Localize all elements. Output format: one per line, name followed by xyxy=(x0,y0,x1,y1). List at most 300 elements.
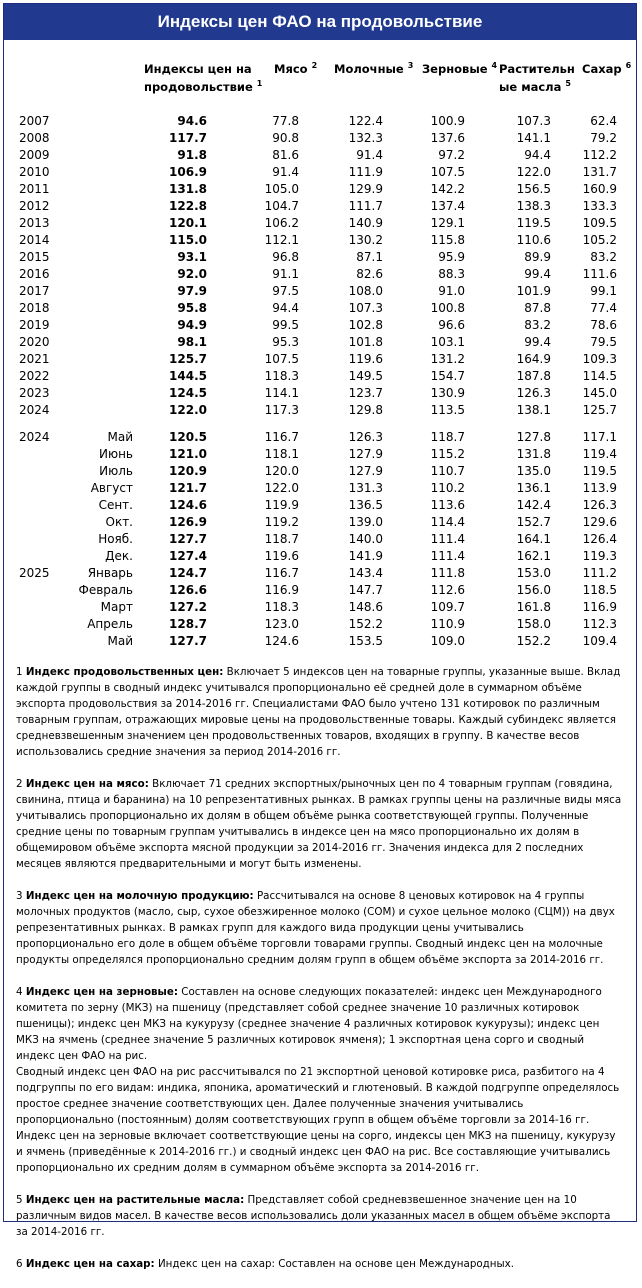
food-value: 127.7 xyxy=(169,532,207,546)
table-row xyxy=(16,249,620,266)
cereals-value: 109.0 xyxy=(430,634,465,648)
cereals-value: 96.6 xyxy=(438,318,465,332)
footnote-6 xyxy=(16,1256,624,1272)
oils-value: 138.3 xyxy=(516,199,551,213)
oils-value: 164.1 xyxy=(516,532,551,546)
meat-value: 116.7 xyxy=(264,566,299,580)
oils-value: 89.9 xyxy=(524,250,551,264)
footnote-paragraph xyxy=(16,888,624,968)
year-cell: 2010 xyxy=(19,165,50,179)
sugar-value: 119.4 xyxy=(582,447,617,461)
month-cell: Июнь xyxy=(99,447,133,461)
food-value: 122.0 xyxy=(169,403,207,417)
cereals-value: 131.2 xyxy=(430,352,465,366)
footnote-label: Индекс цен на молочную продукцию: xyxy=(25,890,254,902)
oils-value: 94.4 xyxy=(524,148,551,162)
cereals-value: 109.7 xyxy=(430,600,465,614)
food-value: 121.7 xyxy=(169,481,207,495)
cereals-value: 111.4 xyxy=(430,532,465,546)
header-meat: Мясо $^2$ xyxy=(274,61,318,76)
year-cell: 2019 xyxy=(19,318,50,332)
sugar-value: 131.7 xyxy=(582,165,617,179)
cereals-value: 110.9 xyxy=(430,617,465,631)
oils-value: 141.1 xyxy=(516,131,551,145)
sugar-value: 111.2 xyxy=(582,566,617,580)
food-value: 126.9 xyxy=(169,515,207,529)
month-cell: Нояб. xyxy=(98,532,133,546)
year-cell: 2021 xyxy=(19,352,50,366)
food-value: 121.0 xyxy=(169,447,207,461)
food-value: 131.8 xyxy=(169,182,207,196)
meat-value: 81.6 xyxy=(272,148,299,162)
dairy-value: 131.3 xyxy=(348,481,383,495)
table-row xyxy=(16,147,620,164)
meat-value: 94.4 xyxy=(272,301,299,315)
footnote-paragraph xyxy=(16,664,624,760)
sugar-value: 113.9 xyxy=(582,481,617,495)
sugar-value: 116.9 xyxy=(582,600,617,614)
table-row xyxy=(16,633,620,650)
dairy-value: 147.7 xyxy=(348,583,383,597)
table-row xyxy=(16,130,620,147)
dairy-value: 127.9 xyxy=(348,464,383,478)
year-cell: 2009 xyxy=(19,148,50,162)
header-cereals: Зерновые $^4$ xyxy=(422,61,498,76)
table-row xyxy=(16,497,620,514)
food-value: 93.1 xyxy=(177,250,207,264)
footnote-label: Индекс цен на мясо: xyxy=(25,778,149,790)
dairy-value: 108.0 xyxy=(348,284,383,298)
table-row xyxy=(16,215,620,232)
table-row xyxy=(16,599,620,616)
month-cell: Июль xyxy=(99,464,133,478)
cereals-value: 115.8 xyxy=(430,233,465,247)
oils-value: 99.4 xyxy=(524,267,551,281)
footnote-4 xyxy=(16,984,624,1176)
food-value: 94.9 xyxy=(177,318,207,332)
footnote-number: 2 xyxy=(16,778,23,790)
food-value: 128.7 xyxy=(169,617,207,631)
table-row xyxy=(16,351,620,368)
cereals-value: 114.4 xyxy=(430,515,465,529)
meat-value: 95.3 xyxy=(272,335,299,349)
table-row xyxy=(16,463,620,480)
year-cell: 2011 xyxy=(19,182,50,196)
sugar-value: 62.4 xyxy=(590,114,617,128)
food-value: 115.0 xyxy=(169,233,207,247)
footnote-text: Включает 71 средних экспортных/рыночных цен по 4 товарным группам (говядина, свинина, птица и баранина) на 10 репрезентативных рынках. В рамках группы цены на различные виды мяса учитывались пропорционально их долям в общем объёме рынка соответствующей группы. Полученные средние цены по товарным группам учитывались в индексе цен на мясо пропорционально их долям в общемировом объёме экспорта мясной продукции за 2014-2016 гг. Значения индекса для 2 последних месяцев являются предварительными и могут быть изменены. xyxy=(16,778,622,870)
footnote-2 xyxy=(16,776,624,872)
table-row xyxy=(16,113,620,130)
sugar-value: 133.3 xyxy=(582,199,617,213)
year-cell: 2013 xyxy=(19,216,50,230)
table-row xyxy=(16,164,620,181)
food-value: 91.8 xyxy=(177,148,207,162)
dairy-value: 107.3 xyxy=(348,301,383,315)
meat-value: 112.1 xyxy=(264,233,299,247)
meat-value: 116.7 xyxy=(264,430,299,444)
cereals-value: 95.9 xyxy=(438,250,465,264)
food-value: 95.8 xyxy=(177,301,207,315)
food-value: 106.9 xyxy=(169,165,207,179)
year-cell xyxy=(16,497,66,514)
meat-value: 116.9 xyxy=(264,583,299,597)
food-value: 120.9 xyxy=(169,464,207,478)
dairy-value: 111.9 xyxy=(348,165,383,179)
meat-value: 119.6 xyxy=(264,549,299,563)
dairy-value: 140.9 xyxy=(348,216,383,230)
year-cell: 2025 xyxy=(19,566,50,580)
oils-value: 142.4 xyxy=(516,498,551,512)
month-cell: Май xyxy=(107,430,133,444)
sugar-value: 119.3 xyxy=(582,549,617,563)
table-row xyxy=(16,531,620,548)
cereals-value: 113.6 xyxy=(430,498,465,512)
month-cell xyxy=(66,334,136,351)
footnote-text: Индекс цен на зерновые включает соответствующие цены на сорго, индексы цен МКЗ на пшеницу, кукурузу и ячмень (приведённые к 2014-2016 гг.) и сводный индекс цен ФАО на рис. Все составляющие учитывались пропорционально их средним долям в суммарном объёме экспорта за 2014-2016 гг. xyxy=(16,1130,616,1174)
oils-value: 153.0 xyxy=(516,566,551,580)
footnote-1 xyxy=(16,664,624,760)
oils-value: 161.8 xyxy=(516,600,551,614)
year-cell: 2024 xyxy=(19,430,50,444)
cereals-value: 97.2 xyxy=(438,148,465,162)
year-cell xyxy=(16,582,66,599)
meat-value: 118.7 xyxy=(264,532,299,546)
cereals-value: 91.0 xyxy=(438,284,465,298)
footnote-paragraph xyxy=(16,1256,624,1272)
month-cell: Август xyxy=(90,481,133,495)
month-cell xyxy=(66,232,136,249)
sugar-value: 109.5 xyxy=(582,216,617,230)
food-value: 97.9 xyxy=(177,284,207,298)
sugar-value: 109.3 xyxy=(582,352,617,366)
dairy-value: 149.5 xyxy=(348,369,383,383)
oils-value: 152.2 xyxy=(516,634,551,648)
month-cell xyxy=(66,249,136,266)
month-cell xyxy=(66,147,136,164)
table-row xyxy=(16,514,620,531)
month-cell xyxy=(66,198,136,215)
footnote-label: Индекс продовольственных цен: xyxy=(25,666,224,678)
oils-value: 152.7 xyxy=(516,515,551,529)
food-value: 125.7 xyxy=(169,352,207,366)
table-row xyxy=(16,616,620,633)
cereals-value: 88.3 xyxy=(438,267,465,281)
oils-value: 127.8 xyxy=(516,430,551,444)
table-row xyxy=(16,480,620,497)
table-row xyxy=(16,368,620,385)
dairy-value: 111.7 xyxy=(348,199,383,213)
meat-value: 97.5 xyxy=(272,284,299,298)
meat-value: 106.2 xyxy=(264,216,299,230)
food-value: 127.2 xyxy=(169,600,207,614)
sugar-value: 79.2 xyxy=(590,131,617,145)
sugar-value: 109.4 xyxy=(582,634,617,648)
dairy-value: 143.4 xyxy=(348,566,383,580)
month-cell: Февраль xyxy=(78,583,133,597)
meat-value: 96.8 xyxy=(272,250,299,264)
meat-value: 104.7 xyxy=(264,199,299,213)
sugar-value: 111.6 xyxy=(582,267,617,281)
footnote-number: 5 xyxy=(16,1194,23,1206)
month-cell: Сент. xyxy=(98,498,133,512)
footnote-text: Представляет собой средневзвешенное значение цен на 10 различным видов масел. В качестве весов использовались доли указанных масел в общем объёме экспорта за 2014-2016 гг. xyxy=(16,1194,611,1238)
cereals-value: 110.7 xyxy=(430,464,465,478)
meat-value: 91.1 xyxy=(272,267,299,281)
year-cell: 2012 xyxy=(19,199,50,213)
cereals-value: 111.4 xyxy=(430,549,465,563)
table-row xyxy=(16,446,620,463)
annual-table xyxy=(16,113,620,419)
cereals-value: 100.9 xyxy=(430,114,465,128)
cereals-value: 142.2 xyxy=(430,182,465,196)
month-cell: Окт. xyxy=(105,515,133,529)
meat-value: 118.3 xyxy=(264,600,299,614)
month-cell xyxy=(66,113,136,130)
oils-value: 122.0 xyxy=(516,165,551,179)
table-row xyxy=(16,317,620,334)
food-value: 122.8 xyxy=(169,199,207,213)
year-cell xyxy=(16,480,66,497)
dairy-value: 140.0 xyxy=(348,532,383,546)
footnote-paragraph xyxy=(16,776,624,872)
month-cell xyxy=(66,130,136,147)
food-value: 144.5 xyxy=(169,369,207,383)
cereals-value: 154.7 xyxy=(430,369,465,383)
food-value: 92.0 xyxy=(177,267,207,281)
year-cell: 2023 xyxy=(19,386,50,400)
food-value: 120.5 xyxy=(169,430,207,444)
oils-value: 136.1 xyxy=(516,481,551,495)
sugar-value: 112.2 xyxy=(582,148,617,162)
sugar-value: 99.1 xyxy=(590,284,617,298)
dairy-value: 139.0 xyxy=(348,515,383,529)
month-cell xyxy=(66,283,136,300)
dairy-value: 152.2 xyxy=(348,617,383,631)
dairy-value: 136.5 xyxy=(348,498,383,512)
table-row xyxy=(16,582,620,599)
header-sugar: Сахар $^6$ xyxy=(582,61,632,76)
meat-value: 119.2 xyxy=(264,515,299,529)
monthly-table xyxy=(16,429,620,650)
table-row xyxy=(16,198,620,215)
dairy-value: 123.7 xyxy=(348,386,383,400)
year-cell xyxy=(16,463,66,480)
month-cell xyxy=(66,266,136,283)
table-row xyxy=(16,300,620,317)
dairy-value: 91.4 xyxy=(356,148,383,162)
oils-value: 99.4 xyxy=(524,335,551,349)
oils-value: 158.0 xyxy=(516,617,551,631)
oils-value: 131.8 xyxy=(516,447,551,461)
header-dairy: Молочные $^3$ xyxy=(334,61,414,76)
footnote-3 xyxy=(16,888,624,968)
sugar-value: 119.5 xyxy=(582,464,617,478)
meat-value: 120.0 xyxy=(264,464,299,478)
cereals-value: 137.4 xyxy=(430,199,465,213)
meat-value: 99.5 xyxy=(272,318,299,332)
table-row xyxy=(16,181,620,198)
year-cell xyxy=(16,446,66,463)
oils-value: 187.8 xyxy=(516,369,551,383)
sugar-value: 118.5 xyxy=(582,583,617,597)
dairy-value: 129.8 xyxy=(348,403,383,417)
sugar-value: 129.6 xyxy=(582,515,617,529)
month-cell xyxy=(66,215,136,232)
year-cell xyxy=(16,599,66,616)
table-row xyxy=(16,334,620,351)
oils-value: 119.5 xyxy=(516,216,551,230)
year-cell: 2015 xyxy=(19,250,50,264)
oils-value: 138.1 xyxy=(516,403,551,417)
cereals-value: 111.8 xyxy=(430,566,465,580)
footnote-number: 3 xyxy=(16,890,23,902)
dairy-value: 87.1 xyxy=(356,250,383,264)
header-food-index: Индексы цен на продовольствие $^1$ xyxy=(144,62,263,94)
footnote-label: Индекс цен на растительные масла: xyxy=(25,1194,245,1206)
oils-value: 87.8 xyxy=(524,301,551,315)
meat-value: 107.5 xyxy=(264,352,299,366)
sugar-value: 77.4 xyxy=(590,301,617,315)
sugar-value: 112.3 xyxy=(582,617,617,631)
month-cell xyxy=(66,368,136,385)
footnote-number: 6 xyxy=(16,1258,23,1270)
cereals-value: 118.7 xyxy=(430,430,465,444)
footnote-text: Индекс цен на сахар: Составлен на основе цен Международных. xyxy=(157,1258,515,1270)
meat-value: 123.0 xyxy=(264,617,299,631)
table-row xyxy=(16,283,620,300)
sugar-value: 125.7 xyxy=(582,403,617,417)
cereals-value: 110.2 xyxy=(430,481,465,495)
dairy-value: 141.9 xyxy=(348,549,383,563)
cereals-value: 129.1 xyxy=(430,216,465,230)
dairy-value: 148.6 xyxy=(348,600,383,614)
dairy-value: 129.9 xyxy=(348,182,383,196)
table-row xyxy=(16,385,620,402)
year-cell xyxy=(16,514,66,531)
cereals-value: 113.5 xyxy=(430,403,465,417)
sugar-value: 79.5 xyxy=(590,335,617,349)
year-cell: 2014 xyxy=(19,233,50,247)
sugar-value: 160.9 xyxy=(582,182,617,196)
month-cell xyxy=(66,181,136,198)
year-cell: 2020 xyxy=(19,335,50,349)
cereals-value: 137.6 xyxy=(430,131,465,145)
sugar-value: 145.0 xyxy=(582,386,617,400)
sugar-value: 105.2 xyxy=(582,233,617,247)
meat-value: 118.1 xyxy=(264,447,299,461)
footnote-text: Включает 5 индексов цен на товарные группы, указанные выше. Вклад каждой группы в сводный индекс учитывался пропорционально её средней доле в суммарном объёме экспорта продовольствия за 2014-2016 гг. Специалистами ФАО было учтено 131 котировок по различным товарным группам, отражающих мировые цены на продовольственные товары. Каждый субиндекс является средневзвешенным значением цен продовольственных товаров, входящих в группу. В качестве весов использовались средние значения за период 2014-2016 гг. xyxy=(16,666,621,758)
meat-value: 119.9 xyxy=(264,498,299,512)
food-value: 124.6 xyxy=(169,498,207,512)
month-cell xyxy=(66,300,136,317)
dairy-value: 126.3 xyxy=(348,430,383,444)
cereals-value: 112.6 xyxy=(430,583,465,597)
oils-value: 110.6 xyxy=(516,233,551,247)
table-row xyxy=(16,429,620,446)
month-cell xyxy=(66,385,136,402)
oils-value: 126.3 xyxy=(516,386,551,400)
page-title: Индексы цен ФАО на продовольствие xyxy=(4,4,636,40)
footnote-paragraph xyxy=(16,1064,624,1128)
sugar-value: 78.6 xyxy=(590,318,617,332)
food-value: 127.4 xyxy=(169,549,207,563)
food-value: 120.1 xyxy=(169,216,207,230)
year-cell: 2022 xyxy=(19,369,50,383)
dairy-value: 119.6 xyxy=(348,352,383,366)
year-cell: 2017 xyxy=(19,284,50,298)
meat-value: 91.4 xyxy=(272,165,299,179)
dairy-value: 82.6 xyxy=(356,267,383,281)
meat-value: 117.3 xyxy=(264,403,299,417)
cereals-value: 115.2 xyxy=(430,447,465,461)
sugar-value: 126.4 xyxy=(582,532,617,546)
footnote-text: Составлен на основе следующих показателей: индекс цен Международного комитета по зерну (МКЗ) на пшеницу (представляет собой среднее значение 10 различных котировок пшеницы); индекс цен МКЗ на кукурузу (среднее значение 4 различных котировок кукурузы); индекс цен МКЗ на ячмень (среднее значение 5 различных котировок ячменя); 1 экспортная цена сорго и сводный индекс цен ФАО на рис. xyxy=(16,986,602,1062)
cereals-value: 100.8 xyxy=(430,301,465,315)
oils-value: 135.0 xyxy=(516,464,551,478)
month-cell xyxy=(66,402,136,419)
year-cell: 2018 xyxy=(19,301,50,315)
month-cell xyxy=(66,317,136,334)
footnote-paragraph xyxy=(16,1128,624,1176)
sugar-value: 83.2 xyxy=(590,250,617,264)
meat-value: 105.0 xyxy=(264,182,299,196)
meat-value: 122.0 xyxy=(264,481,299,495)
dairy-value: 102.8 xyxy=(348,318,383,332)
header-oils: Растительн ые масла $^5$ xyxy=(499,62,575,94)
dairy-value: 101.8 xyxy=(348,335,383,349)
food-value: 98.1 xyxy=(177,335,207,349)
table-row xyxy=(16,402,620,419)
oils-value: 101.9 xyxy=(516,284,551,298)
year-cell xyxy=(16,531,66,548)
year-cell: 2024 xyxy=(19,403,50,417)
year-cell xyxy=(16,548,66,565)
food-value: 117.7 xyxy=(169,131,207,145)
sugar-value: 117.1 xyxy=(582,430,617,444)
dairy-value: 132.3 xyxy=(348,131,383,145)
month-cell: Май xyxy=(107,634,133,648)
footnotes xyxy=(16,664,624,1288)
oils-value: 107.3 xyxy=(516,114,551,128)
meat-value: 118.3 xyxy=(264,369,299,383)
cereals-value: 130.9 xyxy=(430,386,465,400)
footnote-text: Сводный индекс цен ФАО на рис рассчитывался по 21 экспортной ценовой котировке риса, разбитого на 4 подгруппы по его видам: индика, японика, ароматический и глютеновый. В каждой подгруппе определялось простое среднее значение соответствующих цен. Далее полученные значения учитывались пропорционально (постоянным) долям соответствующих групп в общем объёме торговли за 2014-16 гг. xyxy=(16,1066,620,1126)
dairy-value: 153.5 xyxy=(348,634,383,648)
footnote-text: Рассчитывался на основе 8 ценовых котировок на 4 группы молочных продуктов (масло, сыр, сухое обезжиренное молоко (СОМ) и сухое цельное молоко (СЦМ)) на двух репрезентативных рынках. В рамках групп для каждого вида продукции цены учитывались пропорционально его доле в общем объёме торговли товарами группы. Сводный индекс цен на молочные продукты определялся пропорционально средним долям групп в общем объёме экспорта за 2014-2016 гг. xyxy=(16,890,615,966)
footnote-number: 1 xyxy=(16,666,23,678)
table-row xyxy=(16,548,620,565)
month-cell xyxy=(66,164,136,181)
sugar-value: 114.5 xyxy=(582,369,617,383)
month-cell xyxy=(66,351,136,368)
oils-value: 156.5 xyxy=(516,182,551,196)
table-row xyxy=(16,565,620,582)
cereals-value: 103.1 xyxy=(430,335,465,349)
food-value: 124.7 xyxy=(169,566,207,580)
meat-value: 90.8 xyxy=(272,131,299,145)
sugar-value: 126.3 xyxy=(582,498,617,512)
year-cell: 2008 xyxy=(19,131,50,145)
oils-value: 162.1 xyxy=(516,549,551,563)
month-cell: Март xyxy=(100,600,133,614)
year-cell: 2007 xyxy=(19,114,50,128)
table-row xyxy=(16,232,620,249)
oils-value: 164.9 xyxy=(516,352,551,366)
footnote-5 xyxy=(16,1192,624,1240)
food-value: 126.6 xyxy=(169,583,207,597)
month-cell: Дек. xyxy=(105,549,133,563)
